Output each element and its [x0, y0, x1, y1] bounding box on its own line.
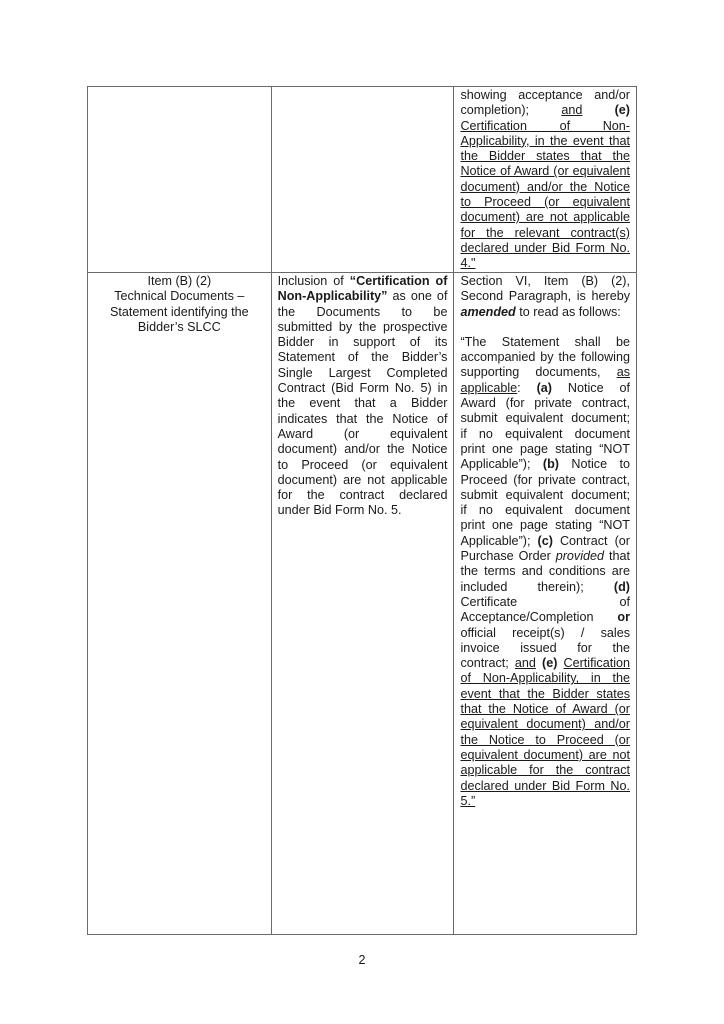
bold-italic-text: amended — [460, 304, 516, 319]
table-cell-text — [454, 273, 637, 935]
item-label-e: (e) — [582, 103, 630, 118]
italic-text: provided — [555, 549, 605, 564]
text: Notice of Award (for private contract, submit equivalent document; if no equivalent document print one page stating “NOT Applicable”); — [460, 380, 630, 472]
table-row — [88, 87, 637, 273]
table-cell-text — [454, 87, 637, 273]
underlined-and: and — [561, 103, 583, 118]
text: to read as follows: — [515, 304, 621, 319]
text: : — [517, 380, 537, 395]
item-label-d: (d) — [613, 579, 630, 594]
text: “The Statement shall be accompanied by the following supporting documents, — [460, 334, 630, 380]
text: official receipt(s) / sales invoice issued for the contract; — [460, 625, 630, 671]
table-cell-amendment — [271, 273, 454, 935]
table-cell-amendment — [271, 87, 454, 273]
paragraph — [460, 335, 630, 809]
paragraph-gap — [460, 320, 630, 335]
item-title: Statement identifying the — [109, 304, 249, 319]
page-number: 2 — [358, 953, 366, 967]
item-label-b: (b) — [542, 457, 559, 472]
table-row — [88, 273, 637, 935]
text: showing acceptance and/or completion); — [460, 88, 630, 118]
text: Section VI, Item (B) (2), Second Paragraph, is hereby — [460, 274, 630, 304]
text: Certificate of Acceptance/Completion — [460, 594, 630, 625]
text: Inclusion of — [277, 274, 350, 288]
item-title: Technical Documents – — [114, 289, 245, 304]
item-label-c: (c) — [537, 533, 553, 548]
text: Contract (or Purchase Order — [460, 533, 630, 564]
table-cell-item — [88, 87, 272, 273]
underlined-text: as applicable — [460, 365, 630, 395]
amendments-table — [87, 86, 637, 935]
bold-text: or — [617, 610, 630, 625]
underlined-text: Certification of Non-Applicability, in the event that the Bidder states that the Notice of Award (or equivalent document) and/or the Notice to Proceed (or equivalent document) are not applicable for the relevant contract(s) declared under Bid Form No. 4." — [460, 118, 630, 271]
underlined-text: Certification of Non-Applicability, in the event that the Bidder states that the Notice of Award (or equivalent document) and/or the Notice to Proceed (or equivalent document) are not applicable for the contract declared under Bid Form No. 5.” — [460, 656, 631, 808]
underlined-and: and — [514, 656, 536, 671]
table-cell-item — [88, 273, 272, 935]
bold-text: “Certification of Non-Applicability” — [277, 274, 448, 304]
item-reference: Item (B) (2) — [147, 274, 212, 288]
text: as one of the Documents to be submitted by the prospective Bidder in support of its Statement of the Bidder’s Single Largest Completed Contract (Bid Form No. 5) in the event that a Bidder indicates that the Notice of Award (or equivalent document) and/or the Notice to Proceed (or equivalent document) are not applicable for the contract declared under Bid Form No. 5. — [277, 289, 448, 518]
item-label-e: (e) — [535, 656, 564, 671]
paragraph — [460, 274, 630, 320]
item-label-a: (a) — [536, 380, 552, 395]
text: Notice to Proceed (for private contract, submit equivalent document; if no equivalent document print one page stating “NOT Applicable”); — [460, 457, 630, 548]
text: that the terms and conditions are included therein); — [460, 549, 630, 594]
item-title: Bidder’s SLCC — [137, 319, 221, 334]
